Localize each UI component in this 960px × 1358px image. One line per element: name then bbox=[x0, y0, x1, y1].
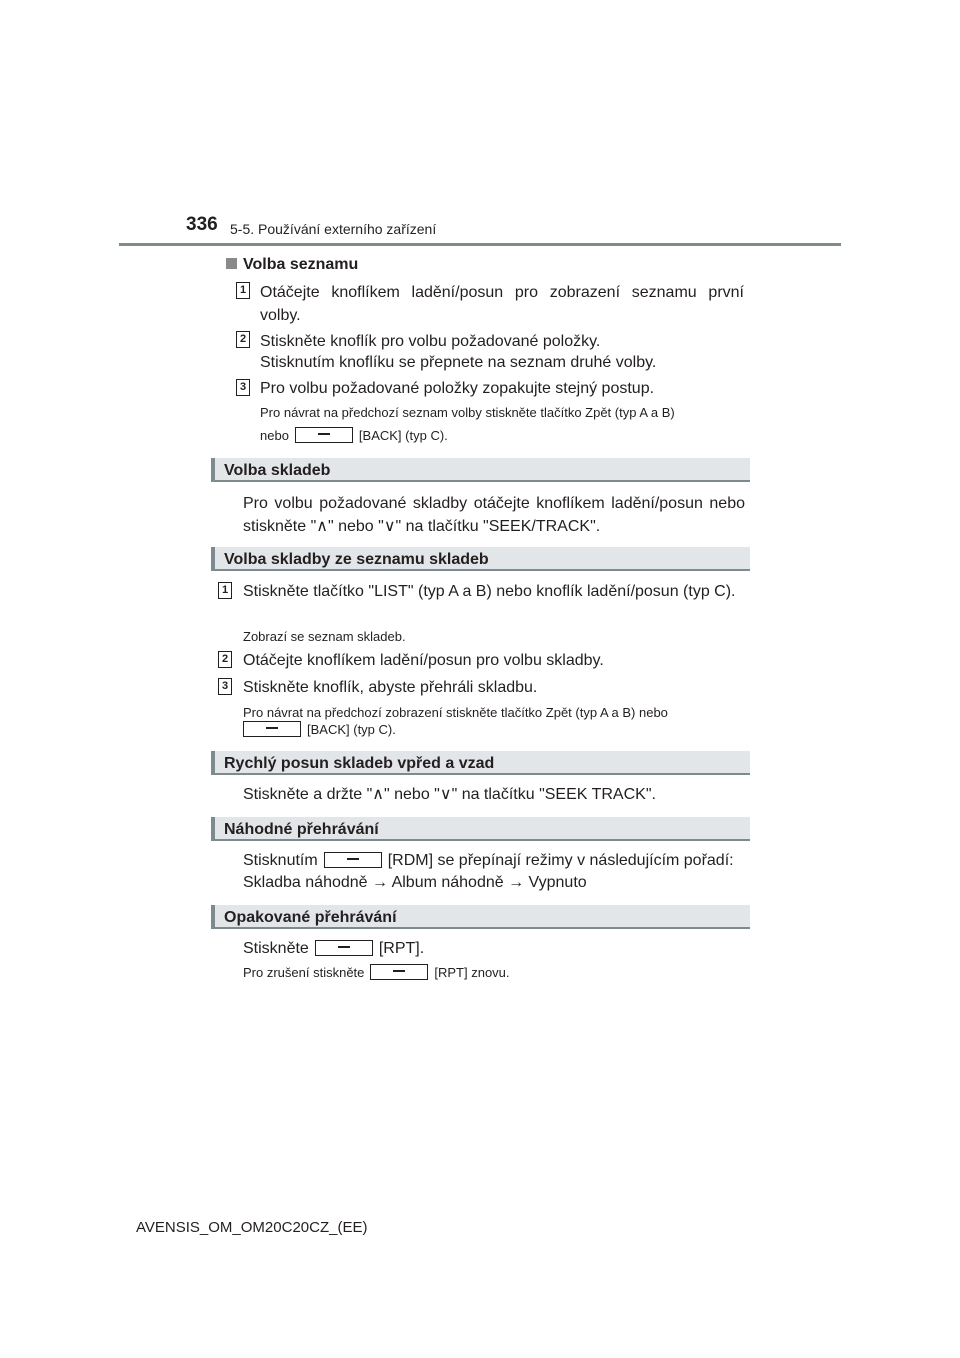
step-number-2: 2 bbox=[236, 331, 250, 348]
rdm-button-icon bbox=[324, 852, 382, 868]
section-text: Stiskněte a držte "∧" nebo "∨" na tlačítku "SEEK TRACK". bbox=[243, 786, 656, 803]
note-text: [BACK] (typ C). bbox=[243, 721, 396, 739]
volba-seznamu-heading: Volba seznamu bbox=[226, 256, 358, 274]
step-text: Otáčejte knoflíkem ladění/posun pro volbu skladby. bbox=[243, 652, 604, 669]
step-text: Otáčejte knoflíkem ladění/posun pro zobrazení seznamu první volby. bbox=[260, 284, 744, 324]
note-text: Pro zrušení stiskněte [RPT] znovu. bbox=[243, 965, 510, 980]
section-bar-volba-skladeb: Volba skladeb bbox=[211, 458, 750, 482]
step-number-3: 3 bbox=[236, 379, 250, 396]
note-text: Pro návrat na předchozí zobrazení stiskněte tlačítko Zpět (typ A a B) nebo bbox=[243, 705, 668, 720]
section-bar-rychly-posun: Rychlý posun skladeb vpřed a vzad bbox=[211, 751, 750, 775]
step-number-1: 1 bbox=[218, 582, 232, 599]
step-number-3: 3 bbox=[218, 678, 232, 695]
square-bullet-icon bbox=[226, 258, 237, 269]
section-bar-nahodne: Náhodné přehrávání bbox=[211, 817, 750, 841]
rpt-button-icon bbox=[370, 964, 428, 980]
section-text: Stisknutím [RDM] se přepínají režimy v následujícím pořadí: bbox=[243, 852, 734, 869]
section-text: Stiskněte [RPT]. bbox=[243, 940, 425, 957]
document-code: AVENSIS_OM_OM20C20CZ_(EE) bbox=[136, 1219, 368, 1236]
step-text: Stiskněte knoflík, abyste přehráli skladbu. bbox=[243, 679, 538, 696]
section-bar-opakovane: Opakované přehrávání bbox=[211, 905, 750, 929]
note-text: nebo [BACK] (typ C). bbox=[260, 428, 448, 443]
step-text: Pro volbu požadované položky zopakujte stejný postup. bbox=[260, 380, 655, 397]
step-number-1: 1 bbox=[236, 282, 250, 299]
section-text: Pro volbu požadované skladby otáčejte knoflíkem ladění/posun nebo stiskněte "∧" nebo "∨" na tlačítku "SEEK/TRACK". bbox=[243, 495, 745, 535]
section-bar-volba-ze-seznamu: Volba skladby ze seznamu skladeb bbox=[211, 547, 750, 571]
back-button-icon bbox=[243, 721, 301, 737]
step-text: Stiskněte tlačítko "LIST" (typ A a B) nebo knoflík ladění/posun (typ C). bbox=[243, 583, 736, 600]
note-text: Zobrazí se seznam skladeb. bbox=[243, 629, 406, 644]
page-number: 336 bbox=[186, 214, 218, 235]
note-text: Pro návrat na předchozí seznam volby stiskněte tlačítko Zpět (typ A a B) bbox=[260, 405, 675, 420]
back-button-icon bbox=[295, 427, 353, 443]
step-text: Stiskněte knoflík pro volbu požadované položky. bbox=[260, 333, 601, 350]
rpt-button-icon bbox=[315, 940, 373, 956]
header-rule bbox=[119, 243, 841, 246]
step-text-continued: Stisknutím knoflíku se přepnete na seznam druhé volby. bbox=[260, 354, 657, 371]
section-path: 5-5. Používání externího zařízení bbox=[230, 221, 437, 237]
step-number-2: 2 bbox=[218, 651, 232, 668]
section-text: Skladba náhodně → Album náhodně → Vypnuto bbox=[243, 874, 587, 891]
